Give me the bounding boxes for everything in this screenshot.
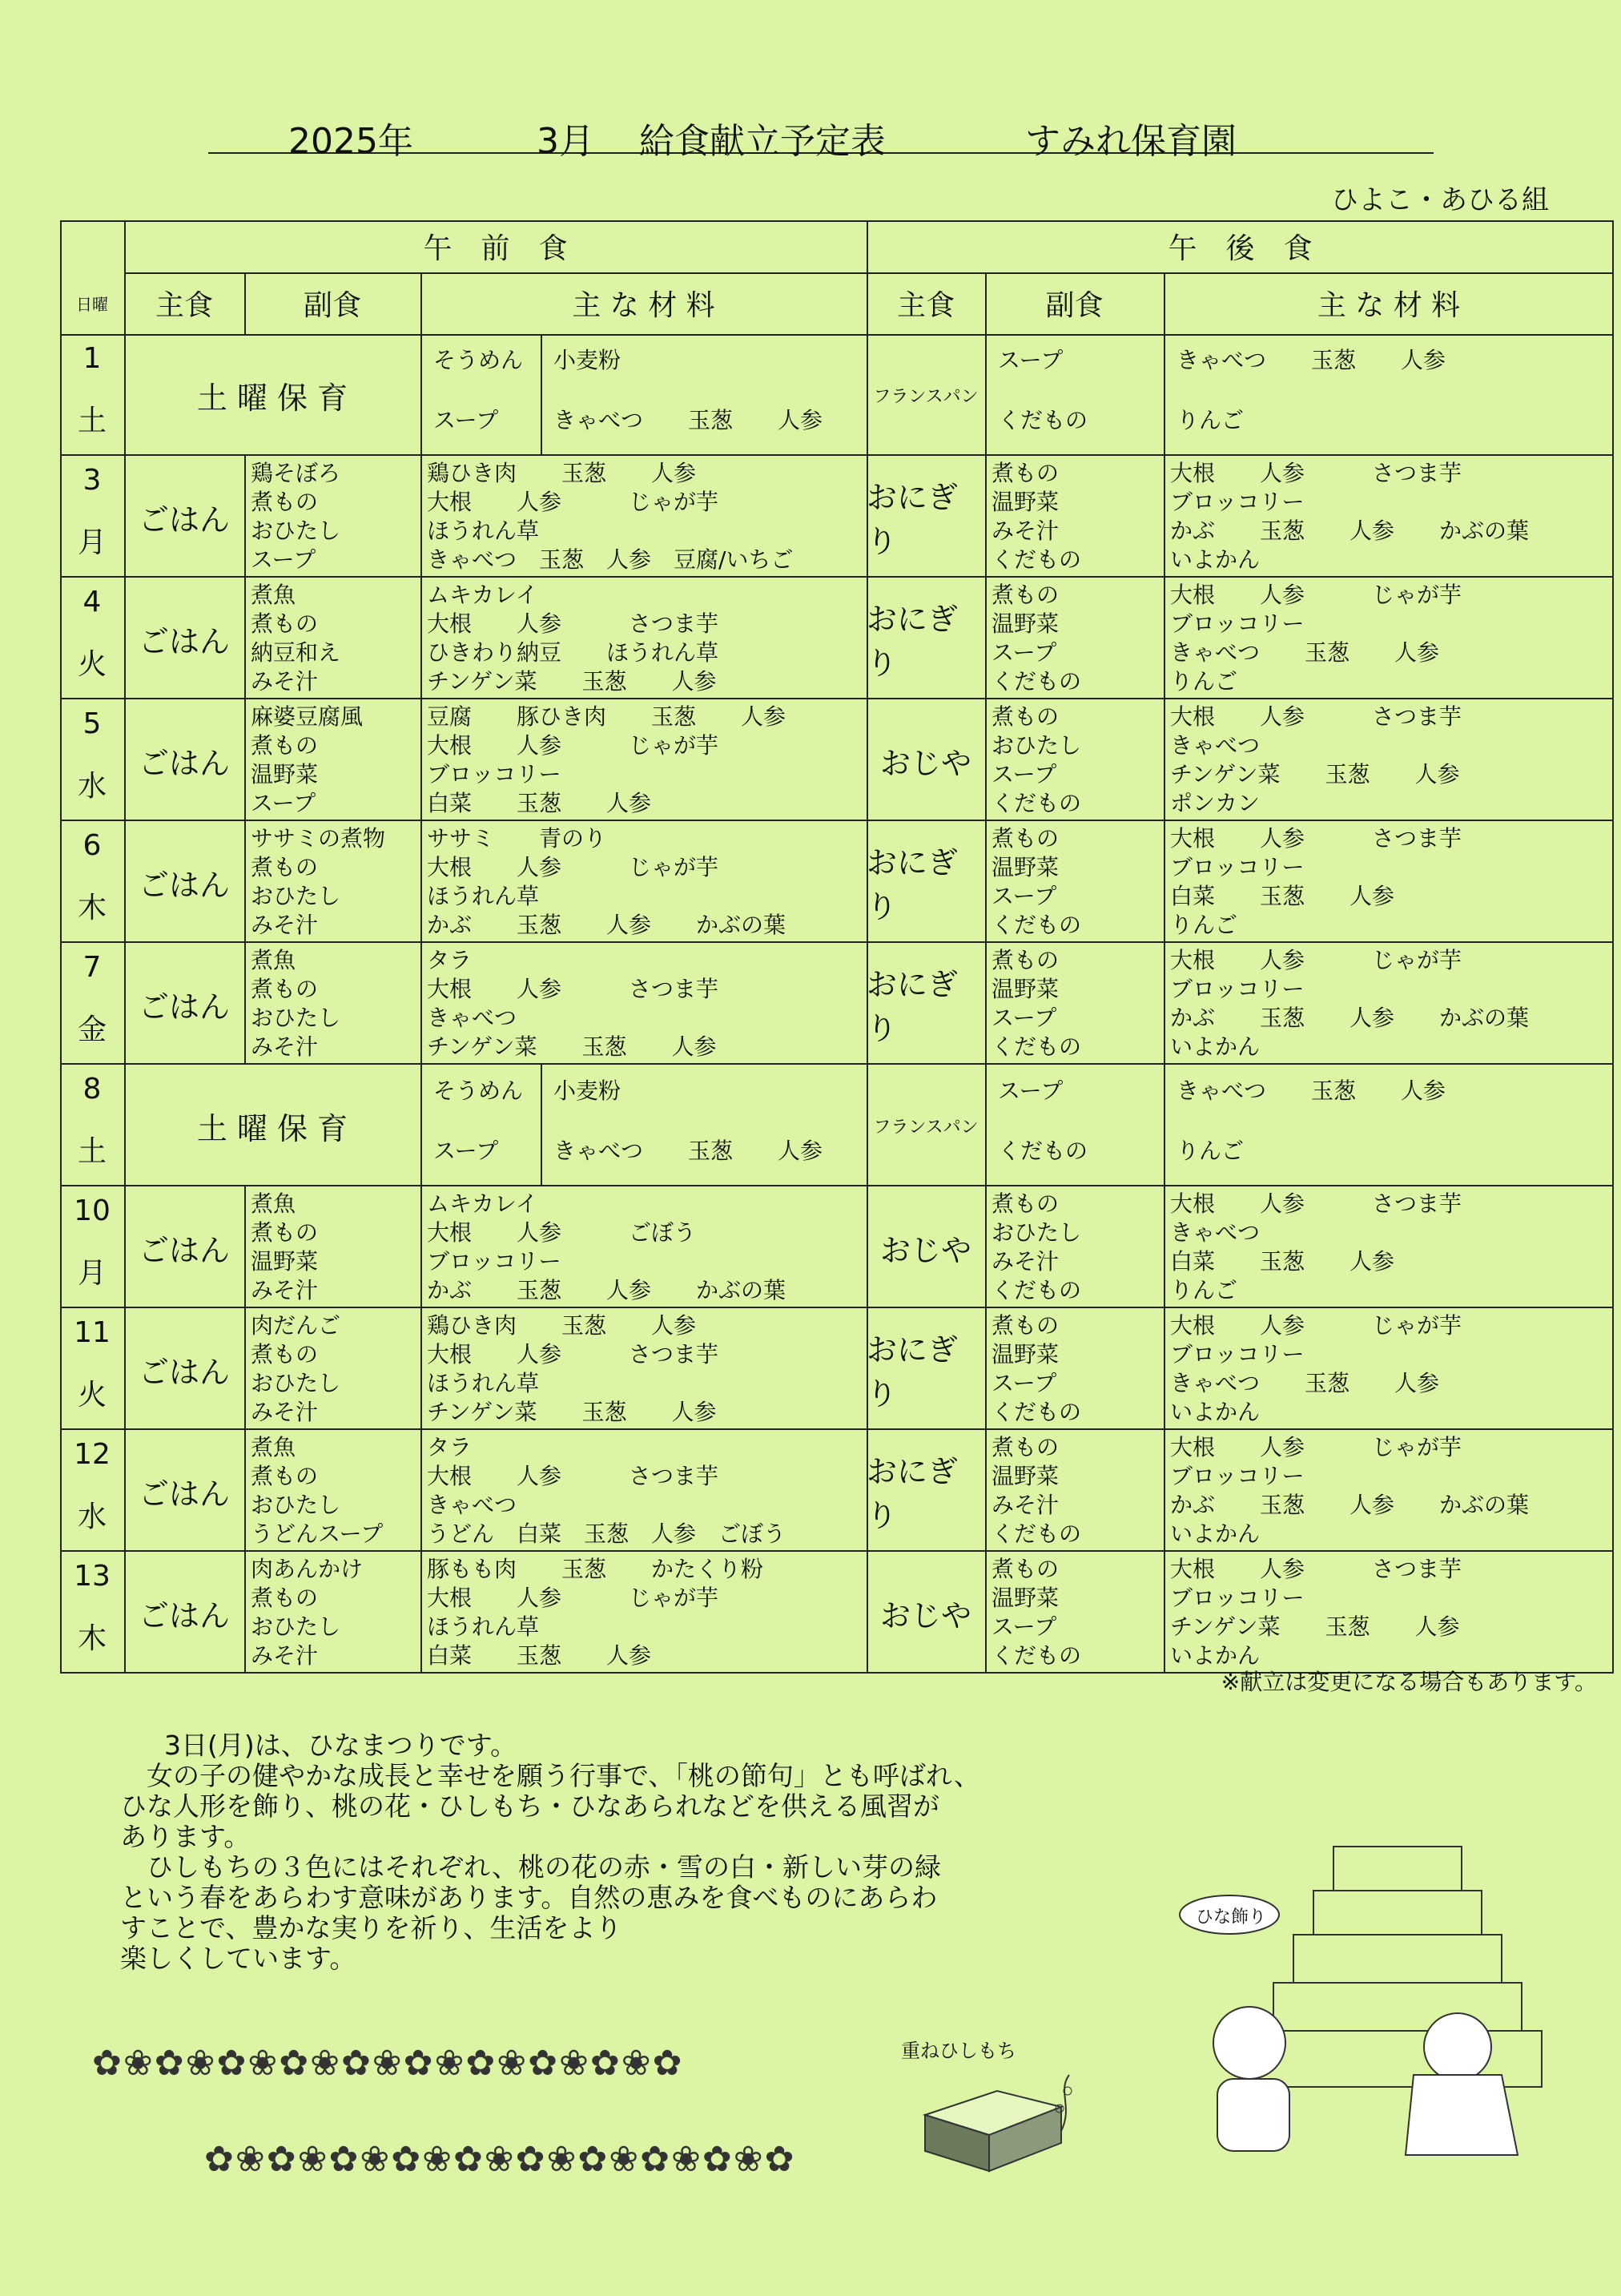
pm-ingredients-line: いよかん: [1170, 1399, 1261, 1425]
pm-side-line: 温野菜: [992, 610, 1060, 637]
pm-side-line: おひたし: [992, 1219, 1082, 1246]
pm-ingredients-line: かぶ 玉葱 人参 かぶの葉: [1170, 1005, 1530, 1031]
message-line: あります。: [120, 1821, 251, 1852]
am-ingredients-line: 大根 人参 ごぼう: [427, 1219, 697, 1246]
page-title: 給食献立予定表: [639, 121, 886, 162]
am-side-line: おひたし: [251, 1370, 341, 1396]
pm-side-line: くだもの: [992, 1033, 1082, 1060]
am-side: [244, 459, 420, 578]
pm-ingredients-line: 大根 人参 さつま芋: [1170, 1190, 1462, 1217]
am-ingredients-line: かぶ 玉葱 人参 かぶの葉: [427, 912, 786, 938]
am-ingredients-line: 大根 人参 さつま芋: [427, 1463, 719, 1489]
pm-ingredients-line: 白菜 玉葱 人参: [1170, 883, 1395, 909]
am-ingredients-line: 大根 人参 さつま芋: [427, 1341, 719, 1368]
pm-ingredients-line: 大根 人参 さつま芋: [1170, 703, 1462, 730]
header-ingredients: 主 な 材 料: [572, 289, 715, 322]
pm-ingredients-line: ブロッコリー: [1170, 610, 1305, 637]
am-side-line: 肉だんご: [251, 1312, 341, 1339]
hina-dolls-illustration: [1173, 1835, 1558, 2171]
pm-ingredients-line: きゃべつ: [1170, 732, 1261, 759]
pm-side-line: 煮もの: [992, 582, 1060, 608]
pm-ing-item: りんご: [1177, 407, 1245, 433]
header-am: 午 前 食: [423, 232, 568, 265]
am-ingredients-line: きゃべつ: [427, 1492, 517, 1518]
day-of-week: 水: [77, 770, 107, 803]
col-line-inner: [541, 334, 542, 456]
am-side-line: 煮もの: [251, 732, 319, 759]
pm-ingredients-line: きゃべつ 玉葱 人参: [1170, 1370, 1440, 1396]
am-ingredients-line: ほうれん草: [427, 883, 540, 909]
am-side: [244, 1311, 420, 1430]
day-of-week: 土: [77, 1135, 107, 1168]
am-ingredients-line: 大根 人参 さつま芋: [427, 610, 719, 637]
am-ingredients-line: ほうれん草: [427, 1370, 540, 1396]
pm-side: [985, 703, 1164, 821]
am-side-line: 煮もの: [251, 854, 319, 880]
am-ingredients-line: チンゲン菜 玉葱 人参: [427, 668, 717, 695]
header-main: 主食: [896, 289, 955, 322]
pm-side-line: 温野菜: [992, 854, 1060, 880]
pm-ingredients-line: ポンカン: [1170, 790, 1261, 816]
am-side-line: ササミの煮物: [251, 825, 386, 852]
am-ingredients-line: ブロッコリー: [427, 1248, 561, 1275]
am-ingredients-line: 鶏ひき肉 玉葱 人参: [427, 1312, 697, 1339]
am-side-line: 肉あんかけ: [251, 1556, 364, 1582]
pm-ingredients-line: いよかん: [1170, 546, 1261, 573]
pm-ingredients: [1164, 1311, 1614, 1430]
col-line: [1164, 334, 1165, 456]
am-side-line: 温野菜: [251, 761, 319, 787]
am-ingredients-line: 豆腐 豚ひき肉 玉葱 人参: [427, 703, 786, 730]
title-month: 3月: [537, 121, 594, 162]
pm-side-line: 煮もの: [992, 1434, 1060, 1460]
pm-side-line: くだもの: [992, 1642, 1082, 1669]
am-ingredients: [420, 1190, 867, 1308]
pm-side-line: 煮もの: [992, 1190, 1060, 1217]
pm-ingredients: [1164, 459, 1614, 578]
am-ingredients: [420, 581, 867, 699]
pm-side-item: くだもの: [998, 1138, 1088, 1164]
am-ingredients-line: きゃべつ 玉葱 人参 豆腐/いちご: [427, 546, 794, 573]
am-side-line: スープ: [251, 546, 316, 573]
am-ing-item: スープ: [433, 407, 499, 433]
pm-side-item: くだもの: [998, 407, 1088, 433]
header-side: 副食: [1045, 289, 1104, 322]
day-number: 5: [82, 707, 102, 740]
pm-ing-item: りんご: [1177, 1138, 1245, 1164]
col-line: [1164, 1065, 1165, 1186]
am-ing-item: そうめん: [433, 1078, 524, 1104]
am-ing-item: きゃべつ 玉葱 人参: [553, 1138, 823, 1164]
header-main: 主食: [155, 289, 213, 322]
am-side-line: みそ汁: [251, 668, 319, 695]
pm-ingredients-line: 大根 人参 じゃが芋: [1170, 582, 1462, 608]
am-side-line: 煮もの: [251, 610, 319, 637]
pm-side: [985, 581, 1164, 699]
am-ingredients-line: 大根 人参 じゃが芋: [427, 1585, 719, 1611]
title-bar: [208, 104, 1434, 162]
am-side: [244, 1555, 420, 1674]
pm-ingredients: [1164, 946, 1614, 1065]
am-ingredients: [420, 459, 867, 578]
am-side-line: おひたし: [251, 1492, 341, 1518]
pm-ingredients-line: いよかん: [1170, 1642, 1261, 1669]
pm-main: おにぎり: [867, 602, 959, 681]
header-ingredients: 主 な 材 料: [1317, 289, 1461, 322]
am-ing-item: そうめん: [433, 347, 524, 373]
pm-side-line: スープ: [992, 1613, 1057, 1640]
pm-ingredients-line: かぶ 玉葱 人参 かぶの葉: [1170, 1492, 1530, 1518]
am-side-line: 煮魚: [251, 1434, 296, 1460]
pm-side-line: 煮もの: [992, 460, 1060, 486]
pm-ingredients-line: チンゲン菜 玉葱 人参: [1170, 1613, 1460, 1640]
am-side: [244, 703, 420, 821]
menu-table: [60, 220, 1614, 1674]
pm-side-line: くだもの: [992, 1521, 1082, 1547]
am-side-line: 納豆和え: [251, 639, 341, 666]
am-side-line: 煮魚: [251, 1190, 296, 1217]
pm-side: [985, 946, 1164, 1065]
message-line: 楽しくしています。: [120, 1943, 356, 1974]
pm-side-line: 温野菜: [992, 1585, 1060, 1611]
pm-side-line: くだもの: [992, 790, 1082, 816]
pm-ing-item: きゃべつ 玉葱 人参: [1177, 347, 1446, 373]
pm-side: [985, 1433, 1164, 1552]
pm-ingredients-line: 大根 人参 じゃが芋: [1170, 1434, 1462, 1460]
pm-side-line: 温野菜: [992, 1463, 1060, 1489]
am-ingredients-line: 白菜 玉葱 人参: [427, 1642, 652, 1669]
am-ingredients-line: チンゲン菜 玉葱 人参: [427, 1033, 717, 1060]
pm-side-line: くだもの: [992, 1399, 1082, 1425]
pm-side-line: くだもの: [992, 668, 1082, 695]
pm-ingredients-line: 大根 人参 さつま芋: [1170, 1556, 1462, 1582]
title-year: 2025年: [288, 121, 413, 162]
am-side-line: 煮魚: [251, 582, 296, 608]
am-main: ごはん: [138, 623, 230, 659]
am-main: ごはん: [138, 867, 230, 903]
message-line: という春をあらわす意味があります。自然の恵みを食べものにあらわ: [120, 1882, 938, 1913]
pm-ingredients-line: ブロッコリー: [1170, 1585, 1305, 1611]
pm-main: おにぎり: [867, 967, 959, 1046]
day-number: 6: [82, 829, 102, 862]
pm-side-line: スープ: [992, 1005, 1057, 1031]
pm-side-item: スープ: [998, 1078, 1064, 1104]
col-line: [985, 1065, 987, 1186]
col-line: [420, 1065, 422, 1186]
pm-main: フランスパン: [873, 1117, 979, 1138]
am-ing-item: スープ: [433, 1138, 499, 1164]
am-side-line: おひたし: [251, 1005, 341, 1031]
am-side: [244, 1433, 420, 1552]
am-ingredients: [420, 1311, 867, 1430]
pm-ingredients-line: いよかん: [1170, 1033, 1261, 1060]
header-pm: 午 後 食: [1168, 232, 1313, 265]
col-line: [985, 334, 987, 456]
am-side: [244, 1190, 420, 1308]
pm-ingredients-line: きゃべつ 玉葱 人参: [1170, 639, 1440, 666]
day-number: 12: [74, 1438, 111, 1471]
am-side-line: みそ汁: [251, 1277, 319, 1303]
pm-ingredients-line: いよかん: [1170, 1521, 1261, 1547]
saturday-label: 土 曜 保 育: [196, 1110, 348, 1146]
am-ingredients-line: ムキカレイ: [427, 582, 538, 608]
pm-side: [985, 1311, 1164, 1430]
am-ingredients-line: チンゲン菜 玉葱 人参: [427, 1399, 717, 1425]
am-side: [244, 824, 420, 943]
am-side-line: 鶏そぼろ: [251, 460, 341, 486]
pm-side-line: 煮もの: [992, 1312, 1060, 1339]
day-of-week: 月: [77, 1257, 107, 1290]
am-side-line: おひたし: [251, 518, 341, 544]
am-side-line: 煮もの: [251, 1341, 319, 1368]
am-main: ごはん: [138, 501, 230, 538]
pm-side-line: 温野菜: [992, 489, 1060, 515]
day-of-week: 木: [77, 892, 107, 924]
am-side-line: おひたし: [251, 883, 341, 909]
pm-side-line: みそ汁: [992, 518, 1060, 544]
pm-side-line: 煮もの: [992, 703, 1060, 730]
day-of-week: 火: [77, 648, 107, 681]
pm-ingredients-line: 大根 人参 さつま芋: [1170, 460, 1462, 486]
message-line: ひしもちの３色にはそれぞれ、桃の花の赤・雪の白・新しい芽の緑: [120, 1851, 941, 1883]
day-number: 7: [82, 951, 102, 984]
footnote: ※献立は変更になる場合もあります。: [1221, 1669, 1597, 1695]
am-ingredients-line: かぶ 玉葱 人参 かぶの葉: [427, 1277, 786, 1303]
pm-ingredients: [1164, 1190, 1614, 1308]
pm-main: おにぎり: [867, 845, 959, 924]
pm-main: おじや: [879, 1597, 971, 1633]
pm-ingredients-line: チンゲン菜 玉葱 人参: [1170, 761, 1460, 787]
pm-side-line: 煮もの: [992, 947, 1060, 973]
hina-label: ひな飾り: [1196, 1907, 1267, 1927]
flower-border-bottom: ✿❀✿❀✿❀✿❀✿❀✿❀✿❀✿❀✿❀✿: [204, 2139, 796, 2180]
am-main: ごはん: [138, 989, 230, 1025]
header-side: 副食: [303, 289, 361, 322]
pm-side-line: みそ汁: [992, 1492, 1060, 1518]
am-side-line: うどんスープ: [251, 1521, 384, 1547]
am-ingredients: [420, 824, 867, 943]
pm-side: [985, 1555, 1164, 1674]
nursery-name: すみれ保育園: [1025, 121, 1237, 162]
pm-main: フランスパン: [873, 386, 979, 407]
pm-ingredients: [1164, 1433, 1614, 1552]
am-side-line: 煮もの: [251, 976, 319, 1002]
saturday-label: 土 曜 保 育: [196, 380, 348, 416]
pm-side-line: 温野菜: [992, 976, 1060, 1002]
pm-side-line: くだもの: [992, 1277, 1082, 1303]
hina-dolls-icon: [1173, 1835, 1558, 2171]
message-line: ひな人形を飾り、桃の花・ひしもち・ひなあられなどを供える風習が: [120, 1790, 939, 1822]
pm-ingredients-line: ブロッコリー: [1170, 1463, 1305, 1489]
day-number: 10: [74, 1194, 111, 1227]
am-side: [244, 946, 420, 1065]
am-ingredients-line: ササミ 青のり: [427, 825, 607, 852]
pm-side-line: スープ: [992, 883, 1057, 909]
am-side-line: おひたし: [251, 1613, 341, 1640]
col-line-inner: [541, 1065, 542, 1186]
hishimochi-caption: 重ねひしもち: [901, 2040, 1016, 2062]
day-number: 11: [74, 1316, 111, 1349]
am-ingredients-line: ひきわり納豆 ほうれん草: [427, 639, 719, 666]
am-main: ごはん: [138, 1232, 230, 1268]
am-main: ごはん: [138, 745, 230, 781]
day-of-week: 金: [77, 1013, 107, 1046]
day-of-week: 水: [77, 1500, 107, 1533]
pm-ingredients: [1164, 581, 1614, 699]
pm-main: おにぎり: [867, 1332, 959, 1412]
am-ingredients-line: 大根 人参 じゃが芋: [427, 489, 719, 515]
day-number: 4: [82, 586, 102, 618]
pm-ingredients: [1164, 703, 1614, 821]
pm-side-line: 温野菜: [992, 1341, 1060, 1368]
am-ingredients-line: 豚もも肉 玉葱 かたくり粉: [427, 1556, 764, 1582]
am-ingredients-line: ムキカレイ: [427, 1190, 538, 1217]
class-label: ひよこ・あひる組: [1331, 184, 1549, 216]
am-side-line: 煮もの: [251, 1219, 319, 1246]
pm-side-line: 煮もの: [992, 1556, 1060, 1582]
am-side-line: 煮もの: [251, 1463, 319, 1489]
am-ingredients-line: きゃべつ: [427, 1005, 517, 1031]
am-side-line: みそ汁: [251, 1033, 319, 1060]
day-of-week: 土: [77, 405, 107, 437]
day-of-week: 火: [77, 1379, 107, 1412]
am-ingredients-line: 大根 人参 じゃが芋: [427, 854, 719, 880]
day-number: 1: [82, 342, 102, 375]
am-side-line: 煮もの: [251, 489, 319, 515]
am-ingredients: [420, 1433, 867, 1552]
pm-ingredients-line: かぶ 玉葱 人参 かぶの葉: [1170, 518, 1530, 544]
am-main: ごはん: [138, 1597, 230, 1633]
am-ingredients: [420, 703, 867, 821]
hishimochi-icon: [901, 2059, 1093, 2179]
pm-ingredients-line: 大根 人参 じゃが芋: [1170, 947, 1462, 973]
header-day: 日曜: [76, 295, 108, 314]
am-ingredients-line: 白菜 玉葱 人参: [427, 790, 652, 816]
am-ingredients-line: 鶏ひき肉 玉葱 人参: [427, 460, 697, 486]
am-side-line: スープ: [251, 790, 316, 816]
pm-ingredients-line: りんご: [1170, 1277, 1238, 1303]
am-main: ごはん: [138, 1354, 230, 1390]
am-ing-item: きゃべつ 玉葱 人参: [553, 407, 823, 433]
am-side-line: みそ汁: [251, 912, 319, 938]
pm-side-line: スープ: [992, 639, 1057, 666]
pm-ingredients-line: りんご: [1170, 912, 1238, 938]
pm-ing-item: きゃべつ 玉葱 人参: [1177, 1078, 1446, 1104]
pm-ingredients-line: ブロッコリー: [1170, 976, 1305, 1002]
am-ingredients-line: ブロッコリー: [427, 761, 561, 787]
pm-side: [985, 459, 1164, 578]
message-line: 3日(月)は、ひなまつりです。: [164, 1730, 517, 1761]
am-ingredients-line: ほうれん草: [427, 518, 540, 544]
pm-side-line: くだもの: [992, 546, 1082, 573]
pm-ingredients-line: きゃべつ: [1170, 1219, 1261, 1246]
pm-ingredients-line: ブロッコリー: [1170, 1341, 1305, 1368]
pm-ingredients-line: ブロッコリー: [1170, 489, 1305, 515]
am-ingredients-line: 大根 人参 さつま芋: [427, 976, 719, 1002]
am-side: [244, 581, 420, 699]
am-ingredients-line: タラ: [427, 947, 473, 973]
hishimochi-illustration: [901, 2035, 1093, 2179]
am-side-line: 温野菜: [251, 1248, 319, 1275]
am-side-line: みそ汁: [251, 1399, 319, 1425]
pm-side: [985, 1190, 1164, 1308]
pm-main: おじや: [879, 745, 971, 781]
pm-side-line: おひたし: [992, 732, 1082, 759]
pm-ingredients: [1164, 824, 1614, 943]
am-ingredients-line: 大根 人参 じゃが芋: [427, 732, 719, 759]
am-side-line: 麻婆豆腐風: [251, 703, 364, 730]
pm-side-line: スープ: [992, 1370, 1057, 1396]
pm-main: おにぎり: [867, 480, 959, 559]
am-side-line: みそ汁: [251, 1642, 319, 1669]
flower-border-top: ✿❀✿❀✿❀✿❀✿❀✿❀✿❀✿❀✿❀✿: [92, 2043, 684, 2084]
pm-side-line: みそ汁: [992, 1248, 1060, 1275]
am-ing-item: 小麦粉: [553, 1078, 621, 1104]
message-line: すことで、豊かな実りを祈り、生活をより: [120, 1912, 622, 1944]
am-side-line: 煮魚: [251, 947, 296, 973]
pm-main: おにぎり: [867, 1454, 959, 1533]
day-number: 13: [74, 1560, 111, 1593]
day-of-week: 月: [77, 526, 107, 559]
am-ingredients-line: うどん 白菜 玉葱 人参 ごぼう: [427, 1521, 786, 1547]
pm-side-line: スープ: [992, 761, 1057, 787]
pm-main: おじや: [879, 1232, 971, 1268]
am-ingredients-line: ほうれん草: [427, 1613, 540, 1640]
am-ing-item: 小麦粉: [553, 347, 621, 373]
pm-side-line: くだもの: [992, 912, 1082, 938]
pm-side-item: スープ: [998, 347, 1064, 373]
pm-ingredients-line: 白菜 玉葱 人参: [1170, 1248, 1395, 1275]
am-ingredients: [420, 946, 867, 1065]
message-line: 女の子の健やかな成長と幸せを願う行事で、「桃の節句」とも呼ばれ、: [120, 1760, 980, 1791]
col-line: [420, 334, 422, 456]
am-ingredients: [420, 1555, 867, 1674]
am-main: ごはん: [138, 1476, 230, 1512]
pm-ingredients: [1164, 1555, 1614, 1674]
day-number: 3: [82, 464, 102, 497]
am-side-line: 煮もの: [251, 1585, 319, 1611]
pm-ingredients-line: 大根 人参 じゃが芋: [1170, 1312, 1462, 1339]
pm-ingredients-line: 大根 人参 さつま芋: [1170, 825, 1462, 852]
pm-ingredients-line: ブロッコリー: [1170, 854, 1305, 880]
pm-side-line: 煮もの: [992, 825, 1060, 852]
day-number: 8: [82, 1073, 102, 1106]
day-of-week: 木: [77, 1622, 107, 1655]
am-ingredients-line: タラ: [427, 1434, 473, 1460]
pm-side: [985, 824, 1164, 943]
pm-ingredients-line: りんご: [1170, 668, 1238, 695]
